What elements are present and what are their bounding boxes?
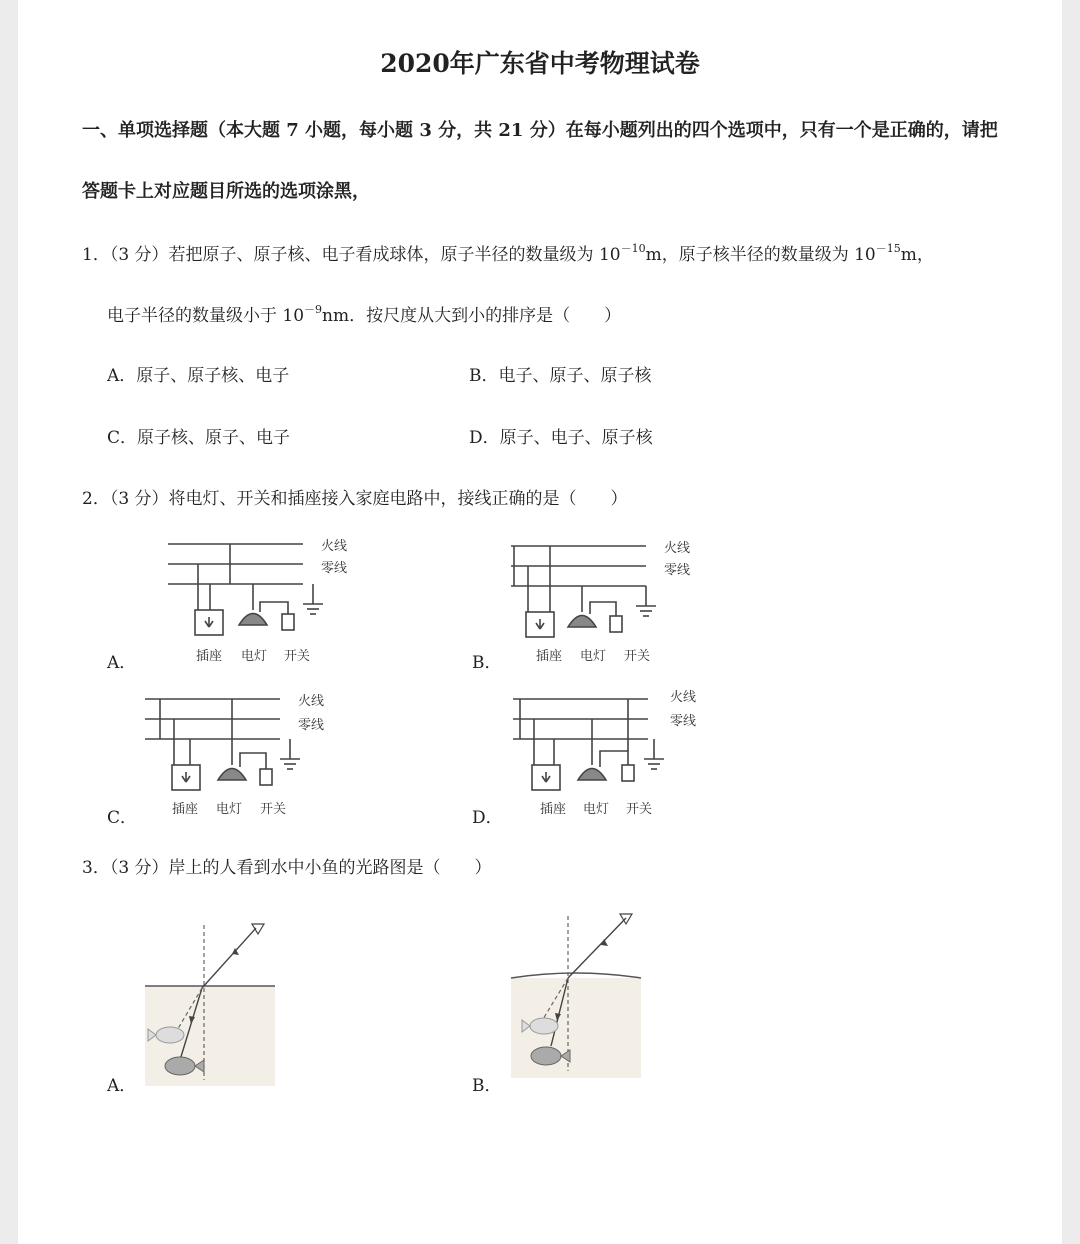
- q1-option-b[interactable]: B．电子、原子、原子核: [469, 366, 652, 386]
- exam-page: [18, 0, 1062, 1244]
- q3-label-a[interactable]: A．: [107, 1076, 137, 1096]
- neutral-wire-label: 零线: [664, 563, 691, 578]
- live-wire-label: 火线: [321, 539, 348, 554]
- q1-text-b: m，原子核半径的数量级为 10: [645, 245, 876, 265]
- lamp-label: 电灯: [241, 649, 268, 664]
- q1-exp-2: －15: [875, 242, 901, 255]
- light-path-diagram-a: [140, 910, 280, 1090]
- q1-option-d[interactable]: D．原子、电子、原子核: [469, 428, 653, 448]
- circuit-diagram-a: [163, 530, 373, 670]
- q3-stem: 3．（3 分）岸上的人看到水中小鱼的光路图是（ ）: [82, 858, 492, 878]
- q3-label-b[interactable]: B．: [472, 1076, 502, 1096]
- neutral-wire-label: 零线: [298, 718, 325, 733]
- q1-text-d: 电子半径的数量级小于 10: [107, 306, 305, 326]
- q1-option-c[interactable]: C．原子核、原子、电子: [107, 428, 291, 448]
- lamp-label: 电灯: [580, 649, 607, 664]
- socket-label: 插座: [540, 802, 567, 817]
- section-heading-line2: 答题卡上对应题目所选的选项涂黑，: [82, 181, 370, 202]
- socket-label: 插座: [172, 802, 199, 817]
- q1-text-a: 1．（3 分）若把原子、原子核、电子看成球体，原子半径的数量级为 10: [82, 245, 621, 265]
- live-wire-label: 火线: [670, 690, 697, 705]
- q2-label-c[interactable]: C．: [107, 808, 138, 828]
- lamp-label: 电灯: [583, 802, 610, 817]
- live-wire-label: 火线: [664, 541, 691, 556]
- light-path-diagram-b: [506, 906, 646, 1086]
- q2-label-d[interactable]: D．: [472, 808, 503, 828]
- q1-option-a[interactable]: A．原子、原子核、电子: [107, 366, 290, 386]
- q2-stem: 2．（3 分）将电灯、开关和插座接入家庭电路中，接线正确的是（ ）: [82, 489, 628, 509]
- q2-label-a[interactable]: A．: [107, 653, 137, 673]
- page-title: 2020年广东省中考物理试卷: [380, 49, 700, 78]
- live-wire-label: 火线: [298, 694, 325, 709]
- section-heading-line1: 一、单项选择题（本大题 7 小题，每小题 3 分，共 21 分）在每小题列出的四个选项中，只有一个是正确的，请把: [82, 120, 998, 141]
- circuit-diagram-b: [506, 532, 716, 672]
- socket-label: 插座: [196, 649, 223, 664]
- neutral-wire-label: 零线: [321, 561, 348, 576]
- q1-text-c: m，: [900, 245, 934, 265]
- switch-label: 开关: [260, 802, 287, 817]
- q1-exp-1: －10: [620, 242, 646, 255]
- q1-exp-3: －9: [304, 303, 323, 316]
- switch-label: 开关: [626, 802, 653, 817]
- circuit-diagram-c: [140, 685, 350, 825]
- q1-stem-line1: [82, 240, 934, 265]
- circuit-diagram-d: [508, 685, 718, 825]
- switch-label: 开关: [284, 649, 311, 664]
- q1-text-e: nm．按尺度从大到小的排序是（ ）: [322, 306, 622, 326]
- neutral-wire-label: 零线: [670, 714, 697, 729]
- socket-label: 插座: [536, 649, 563, 664]
- switch-label: 开关: [624, 649, 651, 664]
- lamp-label: 电灯: [216, 802, 243, 817]
- q1-stem-line2: [107, 301, 621, 326]
- q2-label-b[interactable]: B．: [472, 653, 502, 673]
